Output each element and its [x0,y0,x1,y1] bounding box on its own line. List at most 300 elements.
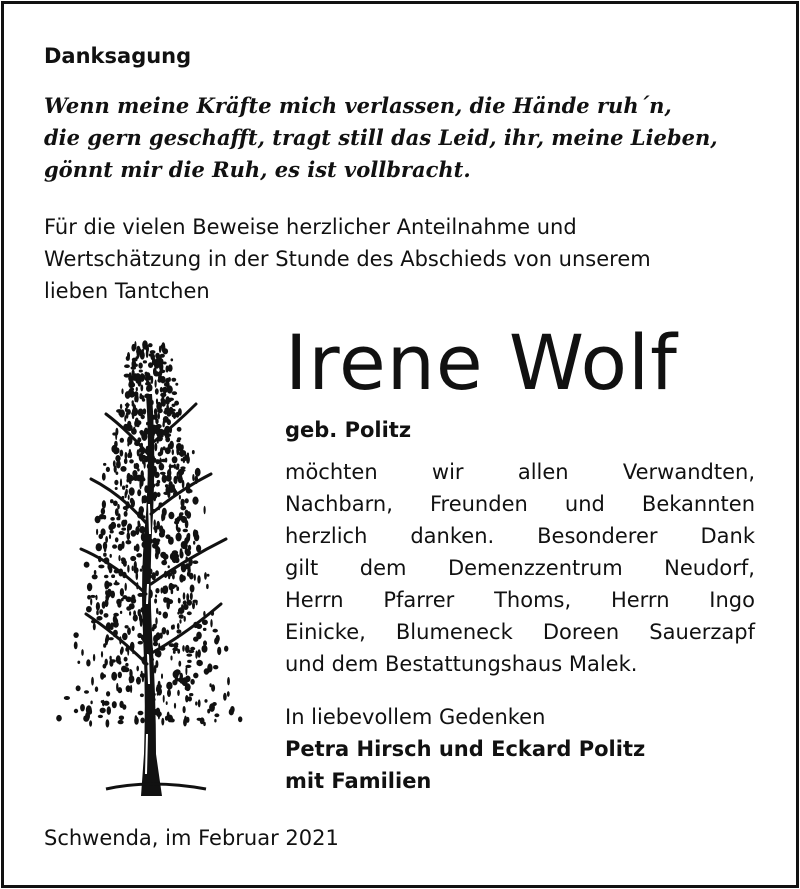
foliage-mark [105,536,108,543]
foliage-mark [187,611,192,615]
foliage-mark [174,401,179,406]
foliage-mark [114,582,120,585]
foliage-mark [131,530,137,537]
foliage-mark [177,690,180,696]
foliage-mark [155,594,157,597]
foliage-mark [114,465,117,472]
foliage-mark [125,485,128,489]
foliage-mark [167,398,172,402]
foliage-mark [154,598,157,603]
foliage-mark [127,532,131,540]
foliage-mark [126,356,130,361]
foliage-mark [183,592,186,599]
foliage-mark [101,651,103,658]
foliage-mark [195,468,201,477]
foliage-mark [119,409,125,417]
thanks-line: gilt dem Demenzzentrum Neudorf, [285,556,755,580]
foliage-mark [138,409,144,417]
foliage-mark [120,649,123,655]
foliage-mark [190,585,195,593]
foliage-mark [98,565,104,569]
foliage-mark [112,432,117,435]
foliage-mark [166,682,172,690]
foliage-mark [160,387,163,393]
foliage-mark [91,677,94,686]
foliage-mark [156,686,159,693]
foliage-mark [168,377,171,382]
poem [44,90,718,186]
foliage-mark [111,672,117,681]
foliage-mark [171,378,176,382]
foliage-mark [179,495,181,500]
foliage-mark [161,342,165,350]
foliage-mark [122,595,127,599]
foliage-mark [121,388,123,394]
foliage-mark [64,696,70,700]
foliage-mark [162,508,167,516]
foliage-mark [184,716,187,724]
foliage-mark [118,687,123,693]
foliage-mark [110,591,115,599]
foliage-mark [120,479,122,487]
foliage-mark [155,660,158,668]
foliage-mark [113,613,119,617]
foliage-mark [106,467,110,472]
foliage-mark [114,441,118,448]
foliage-mark [159,463,165,470]
signer-line: mit Familien [285,769,432,793]
foliage-mark [87,583,92,592]
foliage-mark [172,680,177,686]
thanks-text [285,456,755,680]
foliage-mark [183,706,186,713]
foliage-mark [140,350,143,356]
foliage-mark [160,354,165,358]
foliage-mark [168,599,173,604]
foliage-mark [121,557,126,562]
foliage-mark [127,443,129,447]
foliage-mark [129,487,135,496]
foliage-mark [120,450,124,457]
foliage-mark [140,384,143,391]
foliage-mark [110,554,112,558]
foliage-mark [132,470,137,477]
foliage-mark [180,505,186,510]
foliage-mark [172,456,178,463]
foliage-mark [214,713,219,717]
foliage-mark [133,427,135,431]
foliage-mark [117,524,121,528]
foliage-mark [181,458,183,461]
foliage-mark [182,645,185,652]
foliage-mark [136,572,139,580]
foliage-mark [193,673,198,679]
thanks-line: Einicke, Blumeneck Doreen Sauerzapf [285,620,755,644]
foliage-mark [155,483,160,487]
foliage-mark [146,378,148,386]
foliage-mark [172,648,178,652]
foliage-mark [190,679,194,685]
foliage-mark [173,476,177,484]
foliage-mark [155,588,159,593]
foliage-mark [182,480,185,489]
foliage-mark [204,572,207,580]
foliage-mark [145,372,148,376]
foliage-mark [124,511,128,517]
foliage-mark [210,619,212,627]
signer-line: Petra Hirsch und Eckard Politz [285,737,646,761]
foliage-mark [127,627,131,635]
birch-tree-illustration [46,334,256,796]
foliage-mark [124,415,126,422]
foliage-mark [163,554,169,560]
foliage-mark [129,603,135,609]
foliage-mark [132,566,134,572]
foliage-mark [162,472,165,479]
foliage-mark [131,411,136,416]
foliage-mark [180,548,183,556]
foliage-mark [167,385,173,393]
foliage-mark [168,481,173,490]
foliage-mark [74,642,78,650]
foliage-mark [102,473,106,481]
foliage-mark [163,597,167,603]
foliage-mark [129,479,132,484]
foliage-mark [166,630,169,636]
foliage-mark [153,367,157,376]
foliage-mark [186,593,189,602]
foliage-mark [135,418,139,424]
foliage-mark [161,399,163,402]
foliage-mark [108,637,113,640]
foliage-mark [137,350,140,358]
foliage-mark [156,358,160,362]
foliage-mark [192,497,198,505]
foliage-mark [112,701,117,708]
foliage-mark [125,403,130,406]
foliage-mark [140,694,144,698]
foliage-mark [99,514,104,519]
foliage-mark [179,614,184,619]
foliage-mark [107,706,111,715]
foliage-mark [189,693,193,696]
foliage-mark [136,677,141,685]
foliage-mark [177,527,181,532]
foliage-mark [168,575,170,579]
place-date: Schwenda, im Februar 2021 [44,826,339,850]
foliage-mark [106,691,110,696]
foliage-mark [177,612,179,615]
foliage-mark [193,541,195,545]
foliage-mark [224,646,228,652]
foliage-mark [130,382,135,387]
foliage-mark [162,627,167,634]
foliage-mark [171,358,174,361]
foliage-mark [151,376,154,384]
foliage-mark [102,500,106,509]
intro-line: Für die vielen Beweise herzlicher Anteilnahme und [44,215,577,239]
foliage-mark [109,656,111,660]
foliage-mark [181,516,187,523]
thanks-line: möchten wir allen Verwandten, [285,460,755,484]
foliage-mark [159,346,161,353]
foliage-mark [125,625,129,628]
foliage-mark [197,575,200,583]
foliage-mark [132,626,135,631]
foliage-mark [177,427,182,432]
foliage-mark [104,575,109,579]
foliage-mark [121,528,126,531]
foliage-mark [116,517,120,521]
foliage-mark [204,699,207,703]
foliage-mark [163,492,169,495]
foliage-mark [177,623,180,629]
foliage-mark [172,550,178,555]
foliage-mark [110,530,114,533]
foliage-mark [177,437,181,440]
foliage-mark [127,523,132,530]
foliage-mark [192,602,195,610]
foliage-mark [56,715,62,722]
foliage-mark [95,686,98,692]
foliage-mark [128,495,130,501]
foliage-mark [172,574,175,580]
foliage-mark [86,659,90,666]
foliage-mark [174,669,180,675]
foliage-mark [181,575,186,581]
foliage-mark [106,719,110,727]
foliage-mark [96,616,102,621]
foliage-mark [86,606,92,612]
foliage-mark [179,619,181,623]
foliage-mark [125,452,128,460]
foliage-mark [158,412,160,419]
foliage-mark [80,704,85,711]
poem-line: die gern geschafft, tragt still das Leid, ihr, meine Lieben, [44,125,718,150]
foliage-mark [131,377,136,381]
foliage-mark [140,375,142,382]
foliage-mark [194,530,198,537]
foliage-mark [186,455,190,463]
foliage-mark [103,664,107,669]
foliage-mark [156,608,158,614]
foliage-mark [193,560,199,564]
foliage-mark [93,654,95,661]
foliage-mark [129,449,132,456]
deceased-name: Irene Wolf [285,318,678,407]
foliage-mark [213,629,218,633]
foliage-mark [140,569,143,572]
foliage-mark [139,370,143,373]
foliage-mark [101,508,105,515]
foliage-mark [120,611,122,614]
foliage-mark [141,470,144,479]
foliage-mark [211,684,215,692]
foliage-mark [109,626,113,630]
foliage-mark [157,403,162,408]
foliage-mark [238,716,242,722]
foliage-mark [74,709,78,713]
foliage-mark [180,679,185,684]
foliage-mark [172,449,174,455]
foliage-mark [176,629,181,633]
notice-heading: Danksagung [44,44,192,68]
foliage-mark [150,350,156,354]
foliage-mark [212,702,217,706]
thanks-line: und dem Bestattungshaus Malek. [285,652,638,676]
foliage-mark [179,473,183,480]
foliage-mark [109,534,111,539]
foliage-mark [185,683,191,691]
foliage-mark [129,372,132,380]
foliage-mark [146,345,149,353]
foliage-mark [96,602,100,611]
foliage-mark [126,685,131,692]
foliage-mark [203,628,207,631]
foliage-mark [136,423,139,427]
foliage-mark [94,570,97,575]
foliage-mark [134,341,136,350]
foliage-mark [190,592,193,600]
foliage-mark [163,612,168,619]
foliage-mark [96,610,99,615]
foliage-mark [168,444,171,451]
foliage-mark [130,556,136,561]
foliage-mark [113,621,119,627]
foliage-mark [137,449,140,456]
foliage-mark [127,565,129,573]
foliage-mark [109,659,113,667]
foliage-mark [158,611,161,615]
foliage-mark [161,459,167,463]
foliage-mark [125,663,128,667]
foliage-mark [227,677,230,685]
intro-line: Wertschätzung in der Stunde des Abschieds von unserem [44,247,651,271]
foliage-mark [103,542,107,550]
foliage-mark [113,501,118,507]
foliage-mark [164,382,168,386]
foliage-mark [198,699,201,707]
foliage-mark [202,645,208,653]
foliage-mark [134,391,139,396]
foliage-mark [138,363,142,369]
foliage-mark [136,387,138,391]
foliage-mark [168,512,174,519]
foliage-mark [176,533,182,542]
foliage-mark [124,520,127,526]
foliage-mark [120,404,122,409]
foliage-mark [178,598,180,604]
foliage-mark [185,498,189,503]
foliage-mark [223,693,227,701]
foliage-mark [110,499,114,503]
foliage-mark [128,389,134,394]
foliage-mark [134,546,137,551]
foliage-mark [154,443,157,452]
foliage-mark [192,474,194,481]
foliage-mark [178,408,182,416]
birth-name: geb. Politz [285,418,412,442]
foliage-mark [122,486,125,490]
foliage-mark [93,623,96,630]
foliage-mark [227,691,230,697]
foliage-mark [101,528,106,535]
foliage-mark [146,385,151,392]
foliage-mark [132,600,135,603]
foliage-mark [121,666,127,673]
foliage-mark [159,358,162,367]
foliage-mark [129,459,134,463]
foliage-mark [138,438,141,442]
foliage-mark [132,400,134,404]
foliage-mark [160,529,165,535]
foliage-mark [174,703,176,709]
foliage-mark [217,647,221,655]
foliage-mark [185,676,191,683]
foliage-mark [118,720,124,724]
foliage-mark [206,584,209,589]
foliage-mark [196,600,198,606]
foliage-mark [138,523,141,528]
foliage-mark [183,604,189,610]
foliage-mark [166,474,172,482]
memory-line: In liebevollem Gedenken [285,705,546,729]
foliage-mark [125,583,127,591]
foliage-mark [84,690,89,693]
foliage-mark [203,722,206,726]
foliage-mark [197,649,201,658]
foliage-mark [81,649,84,656]
foliage-mark [172,414,175,417]
foliage-mark [156,539,161,543]
foliage-mark [181,450,186,456]
foliage-mark [175,557,180,563]
foliage-mark [168,364,173,371]
foliage-mark [95,595,97,600]
foliage-mark [140,718,145,724]
foliage-mark [90,598,92,605]
foliage-mark [96,529,98,535]
poem-line: gönnt mir die Ruh, es ist vollbracht. [44,157,471,182]
foliage-mark [166,433,171,437]
foliage-mark [163,695,165,703]
foliage-mark [168,537,174,545]
foliage-mark [116,460,121,468]
thanks-line: Nachbarn, Freunden und Bekannten [285,492,755,516]
foliage-mark [73,632,78,638]
foliage-mark [100,708,106,714]
foliage-mark [155,617,157,625]
foliage-mark [138,609,141,616]
thanks-line: herzlich danken. Besonderer Dank [285,524,755,548]
foliage-mark [112,544,117,548]
foliage-mark [163,411,167,414]
foliage-mark [230,706,235,713]
foliage-mark [139,430,144,434]
foliage-mark [87,595,91,600]
foliage-mark [196,632,202,640]
foliage-mark [150,363,152,368]
foliage-mark [134,364,138,367]
foliage-mark [184,616,186,622]
foliage-mark [115,487,118,490]
foliage-mark [98,715,103,718]
foliage-mark [125,489,128,495]
foliage-mark [158,714,160,720]
foliage-mark [170,409,175,412]
foliage-mark [185,542,187,548]
foliage-mark [128,475,133,479]
